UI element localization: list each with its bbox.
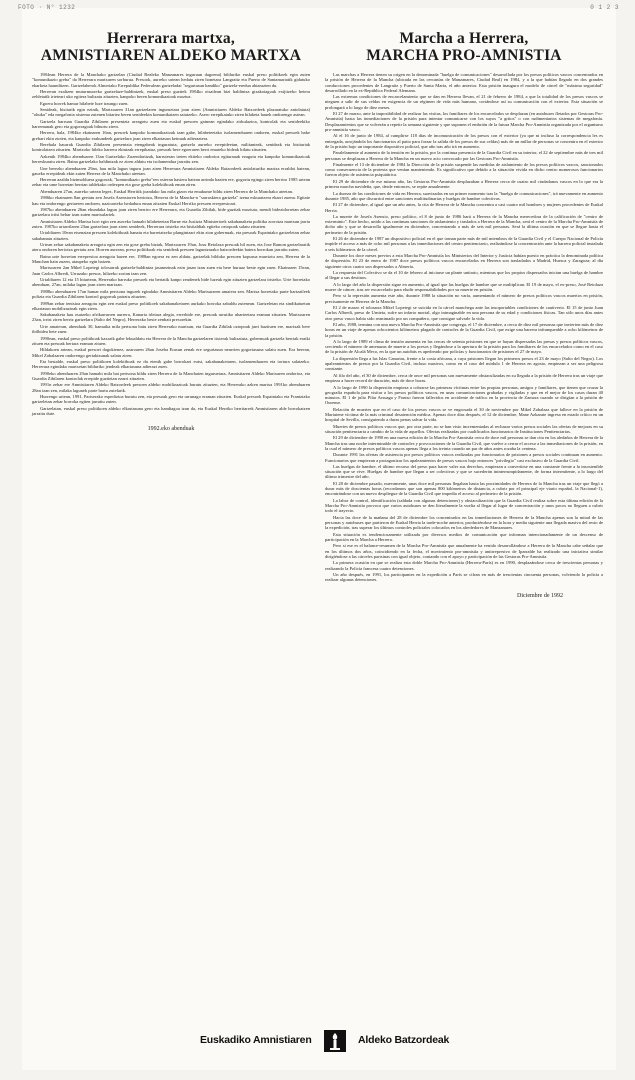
paragraph: Gartzelatan, euskal preso politikoen aldeko elkartasuna gero eta handiagoa izan da, eta Euskal Herriko herritarrek Amnistiaren alde borrokatzen jarraitu dute. — [32, 405, 310, 416]
paragraph: El 26 de diciembre de 1987 un dispositivo policial en el que toman parte más de mil miembros de la Guardia Civil y el Cuerpo Nacional de Policía impide el acceso a más de ocho mil personas a las inmediaciones del centro penitenciario, realizándose la concentración ante la barrera policial instalada a seis kilómetros de la cárcel. — [325, 236, 603, 252]
paragraph: Berehala haurrak Guardia Zibilaren presentzia etengabeak inguratuta, gartzela aurreko errepideetan, militanteak, senideak eta bisitariak kontrolatzen zituzten. Martxoko hileko harrera ekintzak errepikatuz, presoak bere egoeraren berri emateko bideak bilatu zituzten. — [32, 142, 310, 153]
basque-body — [32, 72, 310, 416]
org-name-right: Aldeko Batzordeak — [358, 1034, 450, 1046]
paragraph: Egoera horrek hamar hilabete luze iraungo zuen. — [40, 100, 129, 106]
paragraph: 1988ko abenduaren 17an hamar mila pertsona ingurek egindako Amnistiaren Aldeko Martxararen amaiera zen. Martxa horretako parte hartzaileek polizia eta Guardia Zibilaren kontrol gogorrak pairatu zituzten. — [32, 288, 310, 300]
paragraph: Azkenik 1984ko abenduaren 13an Gartzelako Zuzendaritzak, barruteran ireten ekiteko ondorioz egitarauak ezagutu eta kanpoko komunikazioak berreskuratu ziren. Baina gartzelako baldintzak ez ziren aldatu eta isolamendua jarraitu zen. — [32, 153, 310, 165]
basque-title-line2: AMNISTIAREN ALDEKO MARTXA — [40, 47, 302, 64]
footer-signature — [0, 1028, 635, 1056]
paragraph: Hurrengo urtean, 1991, Pariserako espedizioa burutu zen, eta presoak gero eta urrunago eraman zituzten. Euskal presoek Espainiako eta Frantziako gartzeletan zehar borroka egiten jarraitu zuten. — [32, 394, 310, 405]
org-name-left: Euskadiko Amnistiaren — [200, 1034, 312, 1046]
paragraph: Las extremas condiciones de encarcelamiento que se dan en Herrera llevan, el 21 de febrero de 1984, a que la totalidad de los presos vascos se nieguen a salir de sus celdas en exigencia de un régimen de vida más humano, cortándose así su comunicación con el exterior. Esta situación se prolongará a lo largo de diez meses. — [325, 94, 603, 110]
spanish-date: Diciembre de 1992 — [517, 592, 563, 599]
paragraph: El año, 1988, termina con una nueva Marcha Pro-Amnistía que congrega, el 17 de diciembre, a cerca de diez mil personas que invierten más de diez horas en un viaje de apenas ochocientos kilómetros plagado de controles de la Guardia Civil, que exige una barrera infranqueable a ocho kilómetros de la prisión. — [325, 322, 603, 338]
paragraph: Urtaldiaren 10ean etsenzian presoen kolektiboak banatu eta barreiatzeko plangintzari ekin zion gobernuak, eta presoak Espainiako gartzeletan zehar sakabanatu zituzten. — [32, 230, 310, 241]
paragraph: Paralelamente al aumento de la tensión en la prisión, por la continua presencia de la Guardia Civil en su interior, el 22 de septiembre más de tres mil personas se desplazan a Herrera de la Mancha en un nuevo acto convocado por las Gestoras Pro-Amnistía. — [325, 150, 603, 161]
basque-title — [32, 30, 310, 64]
spanish-title-line1: Marcha a Herrera, — [399, 30, 529, 47]
spanish-body — [325, 72, 603, 583]
paragraph: La primera ocasión en que se realiza esta doble Marcha Pro-Amnistía (Herrera-París) es en 1990, desplazándose cerca de trescientas personas y realizando la Policía francesa cuatro detenciones. — [325, 560, 603, 571]
basque-column — [32, 30, 310, 432]
amnesty-torch-icon — [322, 1028, 348, 1054]
paragraph: El 27 de marzo, ante la imposibilidad de realizar las visitas, los familiares de los encarcelados se desplazan (en autobuses fletados por Gestoras Pro-Amnistía) hasta las inmediaciones de la prisión para intentar comunicarse con los suyos "a gritos" o con rudimentarios sistemas de megafonía. Desplazamientos que se volverán a repetir la semana siguiente y que suponen el embrión de la futura Marcha Pro-Amnistía organizada por el organismo pro-amnistía vasco. — [325, 111, 603, 132]
paragraph: Relación de muertes que en el caso de los presos vascos se ve engrosada el 30 de noviembre por Mikel Zabalzaz que fallece en la prisión de Martutene víctima de la más criminal desatención médica. Apenas doce días después, el 12 de diciembre, Mane Azkarate ingresa en estado crítico en un hospital de Sevilla, consiguiendo a duras penas salvar la vida. — [325, 406, 603, 423]
paragraph: Urtean zehar sakabanaketa areagotu egin zen eta gose greba biziak, Martxoaren 19an, Josu Retolaza presoak hil zuen, eta Jose Ramon gartzelaratik atera ondoren heriotza gertatu zen. Horren aurrean, preso politikoak eta senideak presoen laguntzarako batzordeekin batera borrokan jarraitu zuten. — [32, 242, 310, 253]
archive-number: 0 1 2 3 — [590, 4, 619, 11]
archive-stamp: FOTO · N° 1232 — [18, 4, 76, 11]
paragraph: Une berezko abenduaren 29an, hau mila lagun inguru joan ziren Herrerara Amnistiaren Aldeko Batzordeek antolaturiko martxa erraldoi batean, gaueko errepideak ekin zuten Herrera de la Manchako ateetan. — [32, 165, 310, 176]
paragraph: Durante los doce meses previos a esta Marcha Pro-Amnistía los Ministerios del Interior y Justicia habían puesto en práctica la denominada política de dispersión. El 23 de enero de 1987 doce presos políticos vascos encarcelados en Herrera son trasladados a Madrid, Huesca y Zaragoza; al día siguiente otros cuatro son dispersados a Almería. — [325, 253, 603, 269]
paragraph: Finalmente el 13 de diciembre de 1984 la Dirección de la prisión suspende las medidas de aislamiento de los presos políticos vascos, sancionados como consecuencia de la protesta que venían manteniendo. Es significativo que debido a la situación vivida en dicho centro numerosos funcionarios fueron objeto de asistencia psiquiátrica. — [325, 161, 603, 178]
paragraph: El 2 de marzo el tolosarra Mikel Lopetegi se suicida en la cárcel manchega ante las insoportables condiciones de cautiverio. El 15 de junio Juan Carlos Albredi, preso de Urnieta, sufre un infarto mortal, algo inimaginable en una persona de su edad y condiciones físicas. Tan sólo unos días antes otro preso vasco había sido reanimado por un compañero, que consigue salvarle la vida. — [325, 305, 603, 321]
paragraph: Urte amaieran, abenduak 30, hamaika mila pertsona batu ziren Herrerako martxan, eta Guardia Zibilak oztopoak jarri bazituen ere, martxak bere ibilbidea bete zuen. — [32, 323, 310, 335]
paragraph: La labor de control, identificación (saldada con algunas detenciones) y obstaculización que la Guardia Civil realiza sobre esta última edición de la Marcha Pro-Amnistía provoca que varios autobuses se den literalmente la vuelta al llegar al lugar de concentración y unos pocos no lleguen a cubrir todo el trayecto. — [325, 497, 603, 514]
paragraph: Hacia las doce de la mañana del 28 de diciembre los concentrados en las inmediaciones de Herrera de la Mancha apenas son la mitad de las personas y autobuses que partieron de Euskal Herria la tarde-noche anterior, produciéndose en la hora y media siguiente una llegada masiva del resto de la expedición, tras superar los últimos controles policiales colocados en los alrededores de Manzanares. — [325, 514, 603, 531]
paragraph: 1990eko abenduaren 29an hamabi mila bat pertsona bildu ziren Herrera de la Manchaten inguruetara, Amnistiaren Aldeko Martxaren ondorioz, eta Guardia Zibilaren kontrolak errepide guztietan ezarri zituzten. — [32, 370, 310, 381]
paragraph: La respuesta del Colectivo se da el 10 de febrero al iniciarse un plante unitario, mientras que los propios dispersados inician una huelga de hambre al llegar a sus destinos. — [325, 270, 603, 281]
paragraph: Al el 16 de junio de 1984, al cumplirse 118 días de incomunicación de los presos con el exterior (ya que ni incluso la correspondencia les es entregada, arrojándola los funcionarios al patio para forzar la salida de los presos de sus celdas) más de un millar de personas se concentra en el exterior de la prisión bajo un importante dispositivo policial, que año tras año irá en aumento. — [325, 133, 603, 149]
spanish-column — [325, 30, 603, 599]
paragraph: Hildakoen artean, euskal presoei dagokienez, azaroaren 26an Joseba Erasun zenak ere segurtasun neurrien gogortasuna salatu zuen. Era berean, Mikel Zabalzaren ondorengo gertakizunak salatu ziren. — [32, 347, 310, 358]
paragraph: 1987ko abenduaren 26an ehundaka lagun joan ziren berriro ere Herrerara, eta Guardia Zibilak, bide guztiak moztuta, mendi bidezidorretan zehar gartzelara iritsi behar izan zuten martxalariek. — [32, 207, 310, 218]
paragraph: El 27 de diciembre, al igual que un año antes, la cita de Herrera de la Mancha concentra a casi cuatro mil hombres y mujeres procedentes de Euskal Herria. — [325, 202, 603, 213]
paragraph: 1991n zehar ere Amnistiaren Aldeko Batzordeek presoen aldeko mobilizazioak burutu zituzten, eta Herrerako azken martxa 1991ko abenduaren 28an izan zen, milaka lagunek parte hartu zutelarik. — [32, 382, 310, 393]
paragraph: Las marchas a Herrera tienen su origen en la denominada "huelga de comunicaciones" desarrollada por los presos políticos vascos concentrados en la prisión de Herrera de la Mancha (ubicada en las cercanías de Manzanares, Ciudad Real) en 1984, y a la que habían llegado en dos grandes conducciones procedentes de Langraitz y Puerto de Santa María, el año anterior. Esta prisión inaugura el modelo de cárcel de "máxima seguridad" desarrollado en la ex-República Federal Alemana. — [325, 72, 603, 93]
paragraph: Abenduaren 27an, aurreko urtean legez, Euskal Herritik joandako lau mila gizon eta emakume bildu ziren Herrera de la Manchako ateetan. — [40, 188, 294, 194]
paragraph: Esta situación es tendenciosamente utilizada por diversos medios de comunicación que informan intencionadamente de un descenso de participación en la Marcha a Herrera. — [325, 531, 603, 542]
paragraph: El 28 de diciembre pasado, nuevamente, unas doce mil personas llegaban hasta las proximidades de Herrera de la Mancha tras un viaje que llegó a durar más de doscientas horas (recordamos que son apenas 800 kilómetros de distancia, a cubrir por el principal eje viario español, la Nacional-1), encontrándose con un nuevo despliegue de la Guardia Civil que impedía el acceso al perímetro de la prisión. — [325, 480, 603, 497]
paragraph: Muertes de presos políticos vascos que, por otra parte, no se han visto incrementadas al rechazar varios presos sociales las ofertas de mejoras en su situación penitenciaria a cambio de la vida de aquellos. Ofertas realizadas por cualificados funcionarios de Instituciones Penitenciarias. — [325, 423, 603, 434]
paragraph: Un año después, en 1991, los participantes en la expedición a París se cifran en más de trescientas cincuenta personas, volviendo la policía a realizar algunas detenciones. — [325, 572, 603, 583]
paragraph: La muerte de Josefa Asensio, preso político, el 8 de junio de 1986 hará a Herrera de la Mancha merecedora de la calificación de "centro de exterminio". Este hecho, unido a las continuas sanciones de aislamiento y traslados a Herrera de la Mancha, será el centro de la Marcha Pro-Amnistía de dicho año y que se desarrolla igualmente en diciembre, concentrando a más de seis mil personas. Será la última ocasión en que se llegue hasta el perímetro de la prisión. — [325, 213, 603, 235]
paragraph: Herrera, hala, 1984ko ekainaren 16an, presoek kanpoko komunikazioak izan gabe, hilabeteetako isolamenduaren ondoren, euskal presoek bake grebari ekin zioten, eta kanpoko erakundeek gartzelara joan ziren elkartasun keinuak adieraztera. — [32, 130, 310, 141]
paragraph: 1989an zehar tentsioa areagotu egin zen euskal preso politikoek sakabanaketaren aurkako borroka zabaldu zutenean. Gartzeletan eta sindikatuetan elkartasun mobilizazioak egin ziren. — [32, 300, 310, 311]
paragraph: Gartzela barruan Guardia Zibilaren presentzia areagotu zuen eta euskal presoen gainean egindako zirkulazioa, kontrolak eta senideekiko harremanak gero eta gogorragoak bihurtu ziren. — [32, 118, 310, 129]
paragraph: Sakabanaketa hau osatzeko afrikarrarren aurrera, Kanaria irletara alegia, errerbide ere, presoak urrutiko uharteetara eraman zituzten. Martxoaren 23an, irrist ziren berriz gartzelara (Salto del Negro), Herrerako beste zenbait presorekin. — [32, 312, 310, 323]
paragraph: Eta bestalde, euskal preso politikoen kolektiboak ez du etenik gabe borrokari eutsi, sakabanaketaren, isolamenduaren eta tortura salatzeko. Herrerara egindako martxetan bilduriko jendeak elkartasuna adierazi zuen. — [32, 358, 310, 370]
basque-title-line1: Herrerara martxa, — [107, 30, 235, 47]
paragraph: La dispersión llega a las Islas Canarias, frente a la costa africana, a cuya prisiones llegan los primeros presos el 23 de mayo (Salto del Negro). Los apaleamientos de presos por la Guardia Civil, incluso masivos, como en el caso del módulo 1 de Herrera en agosto, empiezan a ser una peligrosa constante. — [325, 355, 603, 372]
paragraph: Urtaldiaren 12 eta 15 bitartean, Herrerako barruko presoek eta bertatik kanpo zeudenek bide luzeak egin zituzten gartzelara iristeko. Urte horretako abenduan, 27an, milaka lagun joan ziren martxan. — [32, 277, 310, 288]
paragraph: A lo largo de 1990 la dispersión empieza a cobrarse las primeras víctimas entre las propias personas, amigos y familiares, que tienen que cruzar la geografía española para visitar a los presos políticos vascos, en unas comunicaciones grabadas y vigiladas y que en el mejor de los casos duran 40 minutos. El 1 de julio Pilar Arsuaga y Fontso fueron fallecidos en accidente de tráfico en la provincia de Zamora cuando se dirigían a la prisión de Ourense. — [325, 384, 603, 406]
paragraph: Al filo del año, el 30 de diciembre, cerca de once mil personas son nuevamente obstaculizadas en su llegada a la prisión de Herrera tras un viaje que empieza a hacer record de duración, más de doce horas. — [325, 372, 603, 384]
paragraph: Herreran ezaltzen muturmurreko gartzelaze-baldintzek, euskal preso guztiek 1984ko otsailean bizi baldintza gizakoiagoak exijitzeko betera zeldetatik irteteari uko egitera bultzatu zituzten, kanpoko beren komunikazioak moztuz. — [32, 88, 310, 100]
paragraph: Herreran azaldu bizimolduera gogorrak, "komunikazio greba"ren osteran hasiera batean arrinda bazien ere, gogortu egingo ziren berriro 1985 urtean zehar eta ume horretan berrian taldekako ordezpen eta gose greba kolektiboak eman ziren. — [32, 177, 310, 188]
paragraph: Amnistiaren Aldeko Martxa hori egin zen aurreko hamabi hilabeteetan Barne eta Justizia Ministerioek sakabanaketa politika zorrotza martxan jarria zuten. 1987ko urtarrilaren 23an gartzelara joan ziren senideek, Herrerara iristeko eta bisitaldiak egiteko oztopoak salatu zituzten. — [32, 218, 310, 229]
paragraph: La dureza de las condiciones de vida en Herrera, suavizadas en un primer momento tras la "huelga de comunicaciones", irá nuevamente en aumento durante 1985, año que discurrirá entre sanciones multitudinarias y huelgas de hambre colectivas. — [325, 190, 603, 201]
paragraph: Baina urte horretan errepresioa areagotu bazen ere, 1988an egoera ez zen aldatu, gartzelak bilduko presoen kopurua murriztu zen, Herrera de la Manchan hain zuzen, ataupeko egin baizen. — [32, 253, 310, 264]
paragraph: 1984ean Herrera de la Manchako gartzelan (Ciudad Realeko Manzanares inguruan dagoena) bilduriko euskal preso politikoek egin zuten "komunikazio greba" da Herrerara martxaren sorburua. Presook, aurreko urtean hedatu ziren honetara Langraitz eta Puerto de Santamariatik gidatuko ekarketa haunditzen. Gartzelaberok Almeriako Errepublika Federalean gartzeladat "segurtasun handiko" gartzela-eredua abiarazten du. — [32, 72, 310, 88]
basque-date: 1992.eko abenduak — [147, 426, 195, 433]
paragraph: Durante 1991 las ofertas de asistencia por presos políticos vascos realizadas por funcionarios de prisiones a presos sociales continuan en aumento. Funcionarios que empiezan a protagonizar los apaleamientos de presos vascos bajo entonces "privilegio" casi exclusivo de la Guardia Civil. — [325, 452, 603, 463]
paragraph: Senideak, bisitarik egin ezinik, Martxoaren 31an gartzelaren inguruetara joan ziren (Amnistiaren Aldeko Batzordeek plazaratuko antolatuta) "ohuka" eda megafonia xistema zutenen bitartez beren senideekin komunikatzen saiatzeko. Asero errepikatuko ziren bilaketa hauek ondorengo astean. — [32, 107, 310, 118]
paragraph: A lo largo de 1989 el clima de tensión aumenta en las cercas de setenta prisiones en que se hayan dispersadas las presas y presos políticos vascos, creciendo el número de amenazas de muerte a los presos y llegándose a la apertura de la prisión para los familiares de los encarcelados como en el caso de la prisión de Alcalá Meco, en la que un autobús es apedreado por policías y funcionarios de prisiones el 27 de mayo. — [325, 338, 603, 355]
paragraph: A lo largo del año la dispersión sigue en aumento, al igual que las huelgas de hambre que se multiplican. El 19 de mayo, el ex-preso, José Retolaza muere de cáncer, tras ser excarcelado para eludir responsabilidades por su muerte en prisión. — [325, 281, 603, 292]
paragraph: Pero si la represión aumenta este año, durante 1988 la situación no varía, aumentando el número de presos políticos vascos muertos en prisión, precisamente en Herrera de la Mancha. — [325, 293, 603, 304]
paragraph: Martxoaren 2an Mikel Lopetegi tolosarrak gartzela-baldintza jasanezinak ezin jasan izan zuen eta bere buruaz beste egin zuen. Ekainaren 15ean, Juan Carlos Albredi, Urruzako presoa, hiltzeko zorian izan zen. — [32, 265, 310, 276]
paragraph: Pero si ese es el balance-resumen de la Marcha Pro-Amnistía que anualmente ha venido desarrollándose a Herrera de la Mancha cabe señalar que en los últimos dos años, coincidiendo en la fecha, el movimiento pro-amnistía y antirrepresivo de Iparralde ha realizado una iniciativa similar dirigiéndose a las cárceles parisinas con igual objeto, contando con el apoyo y participación de las Gestoras Pro-Amnistía. — [325, 543, 603, 559]
paragraph: 1990ean, euskal preso politikoak kaxarik gabe lekualdatu eta Herrera de la Mancha gartzelaren itxierak bultzatuta, gobernuak gartzela berriak eraiki zituen eta presoak bertara eraman zituen. — [32, 335, 310, 346]
paragraph: El 29 de diciembre de 1990 en una nueva edición de la Marcha Pro-Amnistía cerca de doce mil personas se dan cita en los aledaños de Herrera de la Mancha tras una noche interminable de controles y provocaciones de la Guardia Civil, que vuelve a cerrar el acceso a las inmediaciones de la prisión, en la cual el número de presos políticos vascos apenas llega a los treinta cuando un par de años antes rozaba la centena. — [325, 435, 603, 451]
spanish-title-line2: MARCHA PRO-AMNISTIA — [366, 47, 562, 64]
paragraph: 1986ko ekainaren 8an gertatu zen Josefa Asensioren heriotza, Herrera de la Mancha-n "sarraskiera gartzela" izena eskuratzera ekarri zuena. Egitate hau eta ondorengo gertaeren ondoren, nazioarteko hedadura eman zitzaien Euskal Herriko presoen errepresioari. — [32, 195, 310, 206]
spanish-title — [325, 30, 603, 64]
paragraph: Las huelgas de hambre, el último recurso del preso para hacer valer sus derechos, empiezan a convertirse en una constante frente a la insostenible situación que se vive. Huelgas de hambre que llegan a ser colectivas y que se sucederán ininterrumpidamente, de forma intermitente, a lo largo del último trimestre del año. — [325, 463, 603, 480]
paragraph: El 29 de diciembre de ese mismo año, las Gestoras Pro-Amnistía desplazaban a Herrera cerca de cuatro mil ciudadanos vascos en lo que era la primera marcha navideña, que, desde entonces, se repite anualmente. — [325, 178, 603, 190]
